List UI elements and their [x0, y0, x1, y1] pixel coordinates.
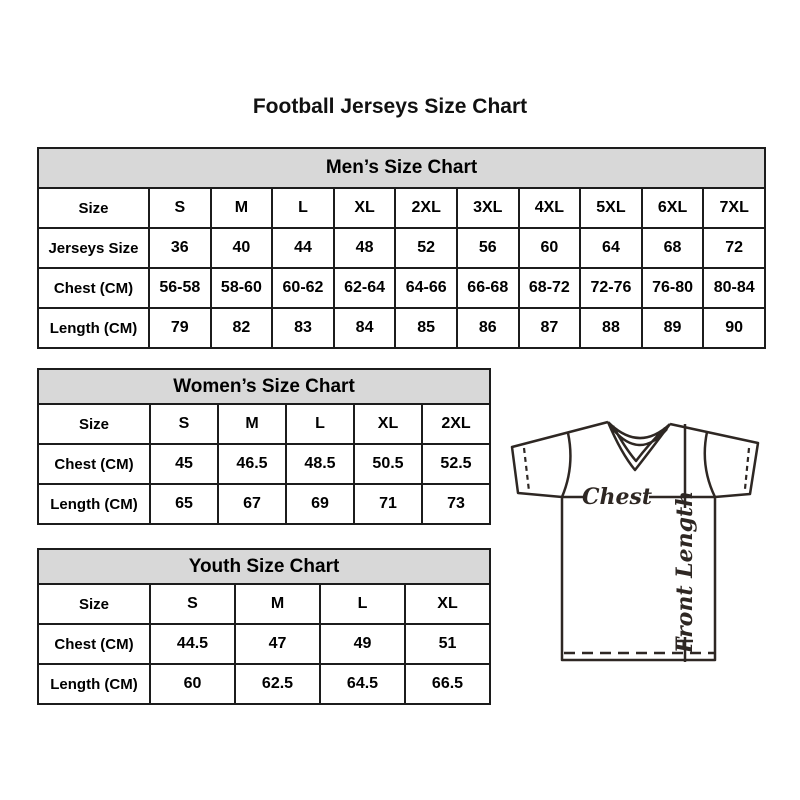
- women-cell-2-1: 67: [218, 484, 286, 524]
- men-cell-1-0: 36: [149, 228, 211, 268]
- men-row-label-0: Size: [38, 188, 149, 228]
- men-cell-3-1: 82: [211, 308, 273, 348]
- women-cell-1-4: 52.5: [422, 444, 490, 484]
- men-cell-1-3: 48: [334, 228, 396, 268]
- men-cell-0-3: XL: [334, 188, 396, 228]
- men-cell-1-6: 60: [519, 228, 581, 268]
- youth-cell-0-1: M: [235, 584, 320, 624]
- men-cell-0-8: 6XL: [642, 188, 704, 228]
- women-cell-0-3: XL: [354, 404, 422, 444]
- men-cell-3-9: 90: [703, 308, 765, 348]
- jersey-collar: [608, 422, 670, 470]
- men-cell-2-6: 68-72: [519, 268, 581, 308]
- men-cell-0-2: L: [272, 188, 334, 228]
- women-row-label-0: Size: [38, 404, 150, 444]
- chest-label: Chest: [581, 484, 653, 510]
- youth-cell-2-0: 60: [150, 664, 235, 704]
- men-row-label-2: Chest (CM): [38, 268, 149, 308]
- men-row-label-1: Jerseys Size: [38, 228, 149, 268]
- jersey-diagram: [492, 400, 792, 700]
- men-cell-3-8: 89: [642, 308, 704, 348]
- womens-size-table: [37, 368, 491, 525]
- men-cell-2-8: 76-80: [642, 268, 704, 308]
- youth-cell-1-0: 44.5: [150, 624, 235, 664]
- women-cell-2-3: 71: [354, 484, 422, 524]
- men-cell-3-5: 86: [457, 308, 519, 348]
- women-cell-0-2: L: [286, 404, 354, 444]
- youth-cell-0-2: L: [320, 584, 405, 624]
- men-cell-3-0: 79: [149, 308, 211, 348]
- men-cell-1-1: 40: [211, 228, 273, 268]
- youth-cell-2-2: 64.5: [320, 664, 405, 704]
- women-cell-1-0: 45: [150, 444, 218, 484]
- women-size-chart-header: Women’s Size Chart: [38, 369, 490, 404]
- women-cell-0-1: M: [218, 404, 286, 444]
- youth-row-label-1: Chest (CM): [38, 624, 150, 664]
- men-cell-2-2: 60-62: [272, 268, 334, 308]
- women-cell-2-0: 65: [150, 484, 218, 524]
- women-cell-1-2: 48.5: [286, 444, 354, 484]
- men-cell-2-3: 62-64: [334, 268, 396, 308]
- men-cell-1-8: 68: [642, 228, 704, 268]
- youth-row-label-0: Size: [38, 584, 150, 624]
- youth-cell-1-1: 47: [235, 624, 320, 664]
- men-row-label-3: Length (CM): [38, 308, 149, 348]
- men-cell-2-9: 80-84: [703, 268, 765, 308]
- men-cell-2-1: 58-60: [211, 268, 273, 308]
- jersey-diagram-icon: [492, 400, 792, 700]
- men-cell-1-7: 64: [580, 228, 642, 268]
- men-cell-2-4: 64-66: [395, 268, 457, 308]
- men-cell-1-9: 72: [703, 228, 765, 268]
- men-cell-0-9: 7XL: [703, 188, 765, 228]
- jersey-outline: [512, 422, 758, 660]
- men-cell-3-6: 87: [519, 308, 581, 348]
- men-cell-2-5: 66-68: [457, 268, 519, 308]
- men-cell-3-4: 85: [395, 308, 457, 348]
- men-cell-0-1: M: [211, 188, 273, 228]
- mens-size-table: [37, 147, 766, 349]
- front-length-label: Front Length: [672, 490, 698, 654]
- youth-cell-1-2: 49: [320, 624, 405, 664]
- women-cell-0-4: 2XL: [422, 404, 490, 444]
- women-cell-1-3: 50.5: [354, 444, 422, 484]
- men-cell-0-5: 3XL: [457, 188, 519, 228]
- youth-cell-2-3: 66.5: [405, 664, 490, 704]
- men-cell-1-5: 56: [457, 228, 519, 268]
- men-cell-0-7: 5XL: [580, 188, 642, 228]
- men-cell-3-7: 88: [580, 308, 642, 348]
- men-cell-2-7: 72-76: [580, 268, 642, 308]
- men-cell-2-0: 56-58: [149, 268, 211, 308]
- youth-cell-0-3: XL: [405, 584, 490, 624]
- women-row-label-1: Chest (CM): [38, 444, 150, 484]
- men-cell-1-2: 44: [272, 228, 334, 268]
- youth-size-chart-header: Youth Size Chart: [38, 549, 490, 584]
- men-cell-0-4: 2XL: [395, 188, 457, 228]
- women-cell-0-0: S: [150, 404, 218, 444]
- women-row-label-2: Length (CM): [38, 484, 150, 524]
- women-cell-1-1: 46.5: [218, 444, 286, 484]
- men-cell-3-3: 84: [334, 308, 396, 348]
- youth-cell-0-0: S: [150, 584, 235, 624]
- men-cell-1-4: 52: [395, 228, 457, 268]
- youth-cell-2-1: 62.5: [235, 664, 320, 704]
- men-cell-0-6: 4XL: [519, 188, 581, 228]
- men-size-chart-header: Men’s Size Chart: [38, 148, 765, 188]
- youth-cell-1-3: 51: [405, 624, 490, 664]
- youth-size-table: [37, 548, 491, 705]
- men-cell-3-2: 83: [272, 308, 334, 348]
- women-cell-2-4: 73: [422, 484, 490, 524]
- women-cell-2-2: 69: [286, 484, 354, 524]
- youth-row-label-2: Length (CM): [38, 664, 150, 704]
- men-cell-0-0: S: [149, 188, 211, 228]
- page-title: Football Jerseys Size Chart: [252, 95, 528, 118]
